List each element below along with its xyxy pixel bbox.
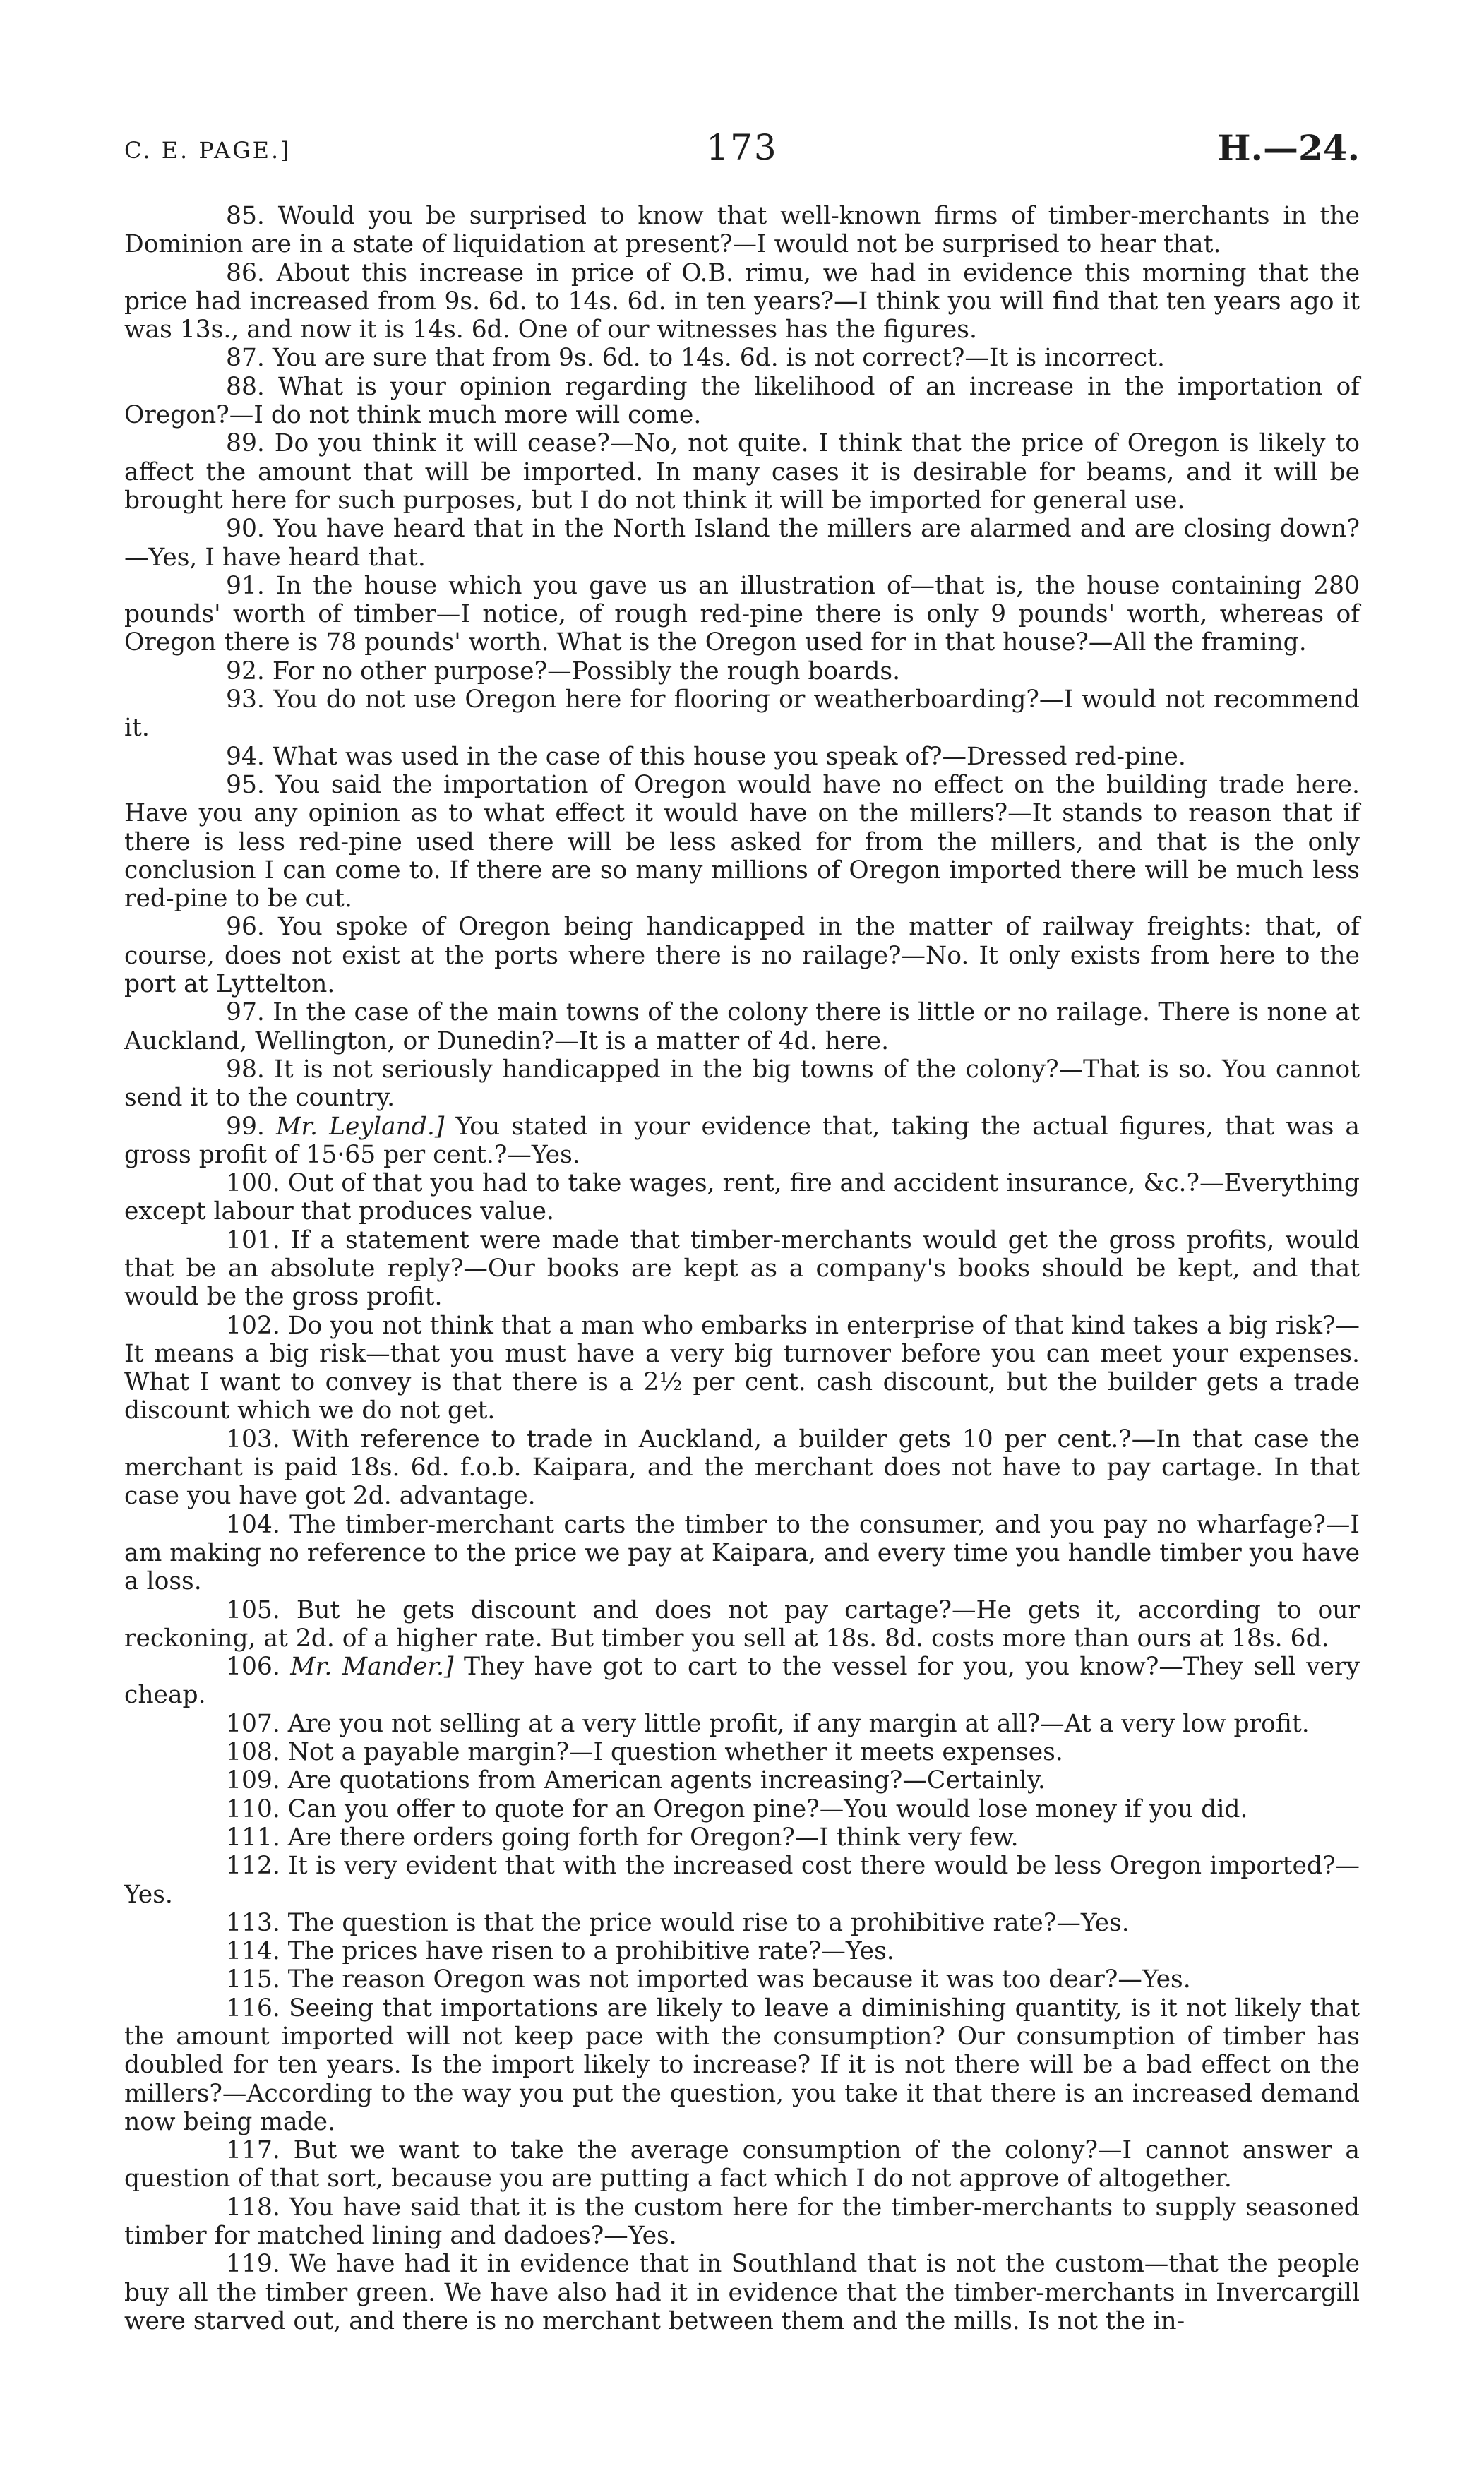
question-number: 110.: [226, 1795, 280, 1823]
question-paragraph: [124, 1653, 1360, 1710]
question-paragraph: [124, 1312, 1360, 1425]
question-number: 117.: [226, 2136, 280, 2165]
question-number: 88.: [226, 372, 265, 401]
question-text: You stated in your evidence that, taking the actual figures, that was a gross profit of 15·65 per cent.?—Yes.: [124, 1112, 1360, 1169]
question-number: 93.: [226, 685, 265, 714]
question-number: 119.: [226, 2250, 280, 2279]
question-number: 100.: [226, 1169, 280, 1198]
question-paragraph: [124, 1937, 1360, 1965]
question-text: The prices have risen to a prohibitive rate?—Yes.: [287, 1937, 894, 1966]
question-paragraph: [124, 2136, 1360, 2193]
question-paragraph: [124, 1113, 1360, 1170]
question-text: If a statement were made that timber-merchants would get the gross profits, would that be an absolute reply?—Our books are kept as a company's books should be kept, and that would be the gross profit.: [124, 1226, 1360, 1312]
question-text: In the house which you gave us an illustration of—that is, the house containing 280 pounds' worth of timber—I notice, of rough red-pine there is only 9 pounds' worth, whereas of Oregon there is 78 pounds' worth. What is the Oregon used for in that house?—All the framing.: [124, 571, 1360, 657]
question-text: Can you offer to quote for an Oregon pine?—You would lose money if you did.: [287, 1795, 1248, 1823]
question-paragraph: [124, 771, 1360, 913]
question-number: 112.: [226, 1852, 280, 1881]
question-paragraph: [124, 1795, 1360, 1823]
speaker-name: Mr. Leyland.]: [276, 1112, 445, 1141]
question-paragraph: [124, 1511, 1360, 1596]
question-paragraph: [124, 743, 1360, 771]
question-number: 90.: [226, 515, 265, 544]
question-text: What was used in the case of this house you speak of?—Dressed red-pine.: [272, 742, 1186, 771]
question-text: Do you not think that a man who embarks in enterprise of that kind takes a big risk?—It means a big risk—that you must have a very big turnover before you can meet your expenses. What I want to convey is that there is a 2½ per cent. cash discount, but the builder gets a trade discount which we do not get.: [124, 1311, 1360, 1425]
question-text: You do not use Oregon here for flooring or weatherboarding?—I would not recommend it.: [124, 685, 1360, 743]
question-number: 97.: [226, 998, 265, 1027]
question-paragraph: [124, 1852, 1360, 1909]
question-paragraph: [124, 1738, 1360, 1766]
question-number: 101.: [226, 1226, 280, 1254]
question-text: You have said that it is the custom here for the timber-merchants to supply seasoned timber for matched lining and dadoes?—Yes.: [124, 2193, 1360, 2251]
question-paragraph: [124, 1909, 1360, 1937]
question-text: You said the importation of Oregon would have no effect on the building trade here. Have you any opinion as to what effect it would have on the millers?—It stands to reason that if there is less red-pine used there will be less asked for from the millers, and that is the only conclusion I can come to. If there are so many millions of Oregon imported there will be much less red-pine to be cut.: [124, 770, 1360, 913]
question-number: 89.: [226, 429, 265, 458]
question-text: Do you think it will cease?—No, not quite. I think that the price of Oregon is likely to affect the amount that will be imported. In many cases it is desirable for beams, and it will be brought here for such purposes, but I do not think it will be imported for general use.: [124, 429, 1360, 515]
question-paragraph: [124, 373, 1360, 430]
question-text: You have heard that in the North Island the millers are alarmed and are closing down?—Yes, I have heard that.: [124, 515, 1360, 572]
question-text: Would you be surprised to know that well-known firms of timber-merchants in the Dominion are in a state of liquidation at present?—I would not be surprised to hear that.: [124, 202, 1360, 259]
question-number: 86.: [226, 258, 265, 287]
witness-name: C. E. PAGE.]: [124, 137, 292, 164]
question-paragraph: [124, 657, 1360, 685]
question-paragraph: [124, 1169, 1360, 1226]
question-number: 114.: [226, 1937, 280, 1966]
question-paragraph: [124, 429, 1360, 515]
question-paragraph: [124, 202, 1360, 259]
question-text: Not a payable margin?—I question whether it meets expenses.: [287, 1738, 1063, 1767]
question-text: In the case of the main towns of the colony there is little or no railage. There is none at Auckland, Wellington, or Dunedin?—It is a matter of 4d. here.: [124, 998, 1360, 1055]
question-number: 116.: [226, 1994, 280, 2023]
evidence-text: [124, 202, 1360, 2335]
question-text: Are there orders going forth for Oregon?—I think very few.: [287, 1823, 1019, 1852]
question-paragraph: [124, 1596, 1360, 1653]
question-paragraph: [124, 2193, 1360, 2251]
question-paragraph: [124, 1823, 1360, 1852]
question-text: The question is that the price would rise to a prohibitive rate?—Yes.: [287, 1908, 1130, 1937]
question-number: 98.: [226, 1055, 265, 1084]
question-number: 85.: [226, 202, 265, 230]
question-text: The timber-merchant carts the timber to the consumer, and you pay no wharfage?—I am making no reference to the price we pay at Kaipara, and every time you handle timber you have a loss.: [124, 1510, 1360, 1596]
page-number: 173: [706, 127, 778, 168]
question-number: 94.: [226, 742, 265, 771]
question-text: Seeing that importations are likely to leave a diminishing quantity, is it not likely that the amount imported will not keep pace with the consumption? Our consumption of timber has doubled for ten years. Is the import likely to increase? If it is not there will be a bad effect on the millers?—According to the way you put the question, you take it that there is an increased demand now being made.: [124, 1994, 1360, 2136]
question-paragraph: [124, 913, 1360, 998]
question-text: You are sure that from 9s. 6d. to 14s. 6d. is not correct?—It is incorrect.: [272, 344, 1165, 373]
question-number: 108.: [226, 1738, 280, 1767]
question-number: 111.: [226, 1823, 280, 1852]
question-paragraph: [124, 344, 1360, 372]
question-paragraph: [124, 1055, 1360, 1113]
question-number: 113.: [226, 1908, 280, 1937]
question-text: Are you not selling at a very little profit, if any margin at all?—At a very low profit.: [287, 1709, 1310, 1738]
question-paragraph: [124, 1994, 1360, 2136]
question-text: Are quotations from American agents increasing?—Certainly.: [287, 1766, 1046, 1795]
question-number: 91.: [226, 571, 265, 600]
question-text: It is very evident that with the increased cost there would be less Oregon imported?—Yes.: [124, 1852, 1360, 1909]
question-text: But we want to take the average consumption of the colony?—I cannot answer a question of that sort, because you are putting a fact which I do not approve of altogether.: [124, 2136, 1360, 2193]
question-number: 87.: [226, 344, 265, 373]
running-head: [124, 127, 1360, 172]
question-number: 99.: [226, 1112, 265, 1141]
question-text: But he gets discount and does not pay cartage?—He gets it, according to our reckoning, at 2d. of a higher rate. But timber you sell at 18s. 8d. costs more than ours at 18s. 6d.: [124, 1595, 1360, 1653]
question-number: 103.: [226, 1425, 280, 1454]
question-paragraph: [124, 515, 1360, 572]
question-number: 96.: [226, 913, 265, 942]
question-number: 107.: [226, 1709, 280, 1738]
question-number: 109.: [226, 1766, 280, 1795]
question-paragraph: [124, 998, 1360, 1055]
question-paragraph: [124, 2250, 1360, 2335]
question-paragraph: [124, 572, 1360, 657]
question-number: 104.: [226, 1510, 280, 1539]
question-number: 95.: [226, 770, 265, 799]
speaker-name: Mr. Mander.]: [290, 1653, 454, 1682]
question-paragraph: [124, 1425, 1360, 1511]
question-text: You spoke of Oregon being handicapped in the matter of railway freights: that, of course, does not exist at the ports where there is no railage?—No. It only exists from here to the port at Lyttelton.: [124, 913, 1360, 999]
question-text: We have had it in evidence that in Southland that is not the custom—that the people buy all the timber green. We have also had it in evidence that the timber-merchants in Invercargill were starved out, and there is no merchant between them and the mills. Is not the in-: [124, 2250, 1360, 2335]
question-number: 115.: [226, 1965, 280, 1994]
question-text: What is your opinion regarding the likelihood of an increase in the importation of Oregon?—I do not think much more will come.: [124, 372, 1360, 430]
question-number: 106.: [226, 1653, 280, 1682]
question-number: 118.: [226, 2193, 280, 2222]
question-paragraph: [124, 1710, 1360, 1738]
question-number: 102.: [226, 1311, 280, 1340]
question-paragraph: [124, 1965, 1360, 1994]
question-text: About this increase in price of O.B. rimu, we had in evidence this morning that the price had increased from 9s. 6d. to 14s. 6d. in ten years?—I think you will find that ten years ago it was 13s., and now it is 14s. 6d. One of our witnesses has the figures.: [124, 258, 1360, 345]
question-text: Out of that you had to take wages, rent, fire and accident insurance, &c.?—Everything except labour that produces value.: [124, 1169, 1360, 1226]
question-paragraph: [124, 685, 1360, 743]
question-text: It is not seriously handicapped in the big towns of the colony?—That is so. You cannot send it to the country.: [124, 1055, 1360, 1113]
question-paragraph: [124, 1766, 1360, 1795]
question-paragraph: [124, 259, 1360, 345]
question-text: The reason Oregon was not imported was because it was too dear?—Yes.: [287, 1965, 1191, 1994]
question-text: For no other purpose?—Possibly the rough boards.: [272, 657, 901, 685]
question-number: 105.: [226, 1595, 280, 1624]
paper-reference: H.—24.: [1217, 127, 1360, 169]
question-paragraph: [124, 1226, 1360, 1312]
question-text: They have got to cart to the vessel for you, you know?—They sell very cheap.: [124, 1653, 1360, 1710]
question-text: With reference to trade in Auckland, a builder gets 10 per cent.?—In that case the merchant is paid 18s. 6d. f.o.b. Kaipara, and the merchant does not have to pay cartage. In that case you have got 2d. advantage.: [124, 1425, 1360, 1511]
question-number: 92.: [226, 657, 265, 685]
